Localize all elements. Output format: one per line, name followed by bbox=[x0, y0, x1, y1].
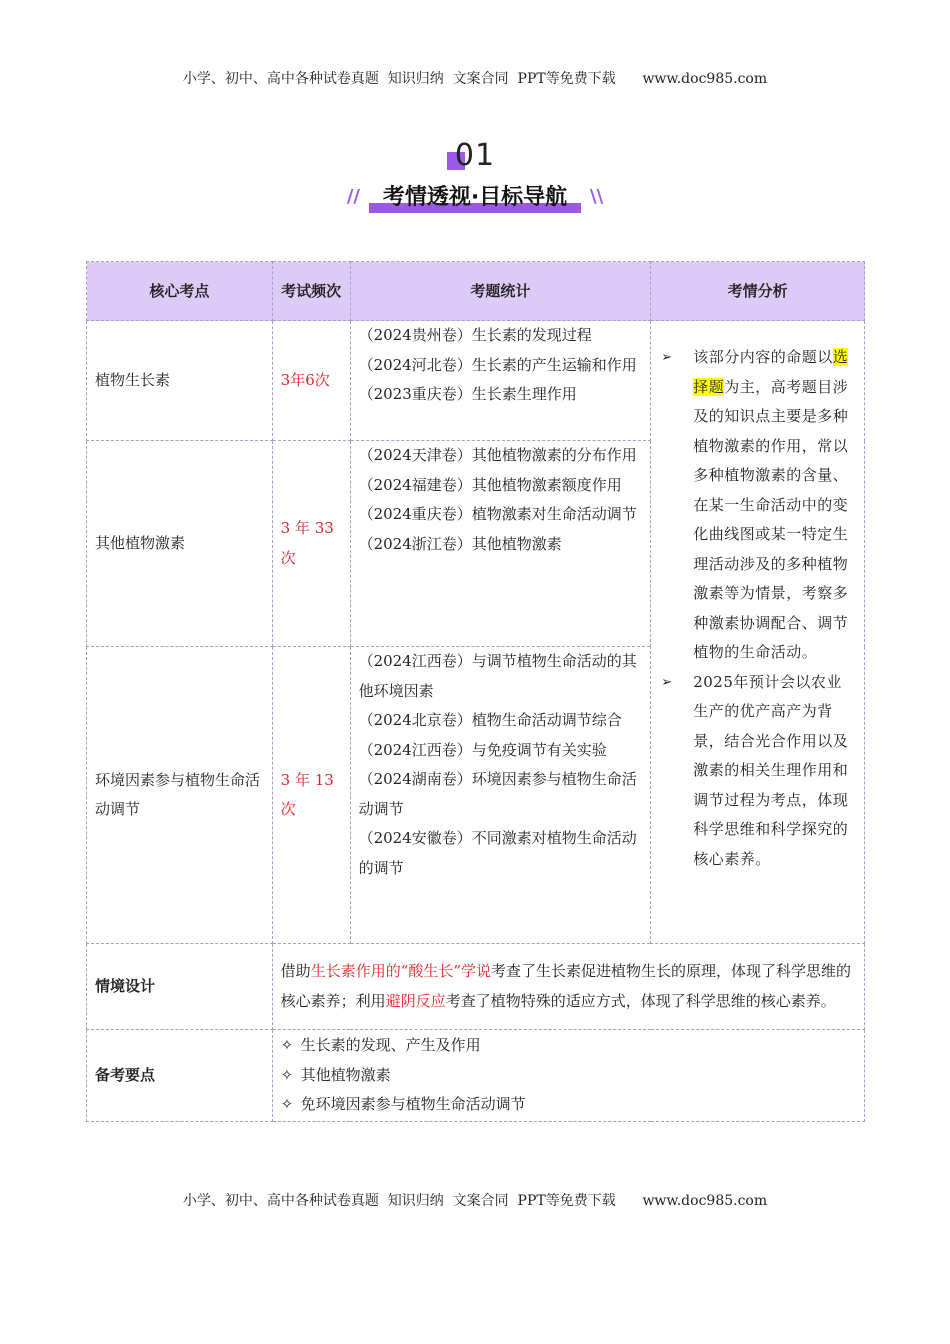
core-point: 环境因素参与植物生命活动调节 bbox=[87, 647, 273, 944]
list-item: ✧ 免环境因素参与植物生命活动调节 bbox=[281, 1090, 856, 1120]
header-statistics: 考题统计 bbox=[350, 262, 651, 321]
table-header-row bbox=[87, 262, 865, 321]
analysis-cell bbox=[651, 321, 865, 944]
scenario-row bbox=[87, 944, 865, 1030]
diamond-bullet-icon: ✧ bbox=[280, 1065, 294, 1084]
stat-item: （2024浙江卷）其他植物激素 bbox=[358, 534, 562, 553]
core-point: 植物生长素 bbox=[87, 321, 273, 441]
prep-list bbox=[272, 1030, 864, 1122]
stat-item: （2024贵州卷）生长素的发现过程 bbox=[358, 326, 592, 344]
exam-analysis-table bbox=[86, 261, 865, 1122]
page-footer: 小学、初中、高中各种试卷真题 知识归纳 文案合同 PPT等免费下载 www.doc985.com bbox=[182, 1193, 768, 1209]
highlight-text: 选择题 bbox=[693, 348, 849, 396]
statistics bbox=[350, 647, 651, 944]
header-analysis: 考情分析 bbox=[651, 262, 865, 321]
double-slash-right-icon: \\ bbox=[590, 186, 604, 207]
core-point: 其他植物激素 bbox=[87, 441, 273, 647]
double-slash-left-icon: // bbox=[346, 186, 360, 207]
scenario-label: 情境设计 bbox=[87, 944, 273, 1030]
page-header: 小学、初中、高中各种试卷真题 知识归纳 文案合同 PPT等免费下载 www.doc985.com bbox=[182, 71, 768, 87]
arrow-bullet-icon: ➢ bbox=[661, 350, 673, 365]
statistics bbox=[350, 441, 651, 647]
highlight-red-text: 避阴反应 bbox=[385, 991, 446, 1010]
section-number: 01 bbox=[455, 138, 495, 173]
prep-row bbox=[87, 1030, 865, 1122]
statistics bbox=[350, 321, 651, 441]
stat-item: （2024北京卷）植物生命活动调节综合 bbox=[358, 711, 622, 729]
stat-item: （2023重庆卷）生长素生理作用 bbox=[358, 385, 577, 403]
stat-item: （2024江西卷）与免疫调节有关实验 bbox=[358, 740, 607, 759]
stat-item: （2024湖南卷）环境因素参与植物生命活动调节 bbox=[358, 770, 637, 818]
stat-item: （2024福建卷）其他植物激素额度作用 bbox=[358, 475, 622, 494]
header-core-point: 核心考点 bbox=[87, 262, 273, 321]
table-row bbox=[87, 321, 865, 441]
stat-item: （2024天津卷）其他植物激素的分布作用 bbox=[358, 446, 637, 464]
highlight-red-text: 生长素作用的“酸生长”学说 bbox=[310, 962, 492, 980]
stat-item: （2024河北卷）生长素的产生运输和作用 bbox=[358, 355, 637, 374]
section-title: // 考情透视·目标导航 \\ bbox=[369, 180, 581, 211]
stat-item: （2024安徽卷）不同激素对植物生命活动的调节 bbox=[358, 829, 637, 877]
stat-item: （2024江西卷）与调节植物生命活动的其他环境因素 bbox=[358, 652, 637, 700]
arrow-bullet-icon: ➢ bbox=[661, 674, 673, 690]
analysis-item: ➢ 2025年预计会以农业生产的优产高产为背景，结合光合作用以及激素的相关生理作用和调节过程为考点，体现科学思维和科学探究的核心素养。 bbox=[659, 668, 856, 875]
list-item: ✧ 其他植物激素 bbox=[281, 1061, 856, 1091]
diamond-bullet-icon: ✧ bbox=[280, 1095, 294, 1114]
frequency: 3 年 33 次 bbox=[272, 441, 350, 647]
scenario-text: 借助生长素作用的“酸生长”学说考查了生长素促进植物生长的原理，体现了科学思维的核心素养；利用避阴反应考查了植物特殊的适应方式，体现了科学思维的核心素养。 bbox=[272, 944, 864, 1030]
header-frequency: 考试频次 bbox=[272, 262, 350, 321]
analysis-item: ➢ 该部分内容的命题以选择题为主，高考题目涉及的知识点主要是多种植物激素的作用，常以多种植物激素的含量、在某一生命活动中的变化曲线图或某一特定生理活动涉及的多种植物激素等为情景，考察多种激素协调配合、调节植物的生命活动。 bbox=[659, 343, 856, 668]
prep-label: 备考要点 bbox=[87, 1030, 273, 1122]
frequency: 3年6次 bbox=[272, 321, 350, 441]
frequency: 3 年 13 次 bbox=[272, 647, 350, 944]
diamond-bullet-icon: ✧ bbox=[280, 1036, 294, 1055]
list-item: ✧ 生长素的发现、产生及作用 bbox=[281, 1031, 856, 1061]
stat-item: （2024重庆卷）植物激素对生命活动调节 bbox=[358, 505, 637, 523]
